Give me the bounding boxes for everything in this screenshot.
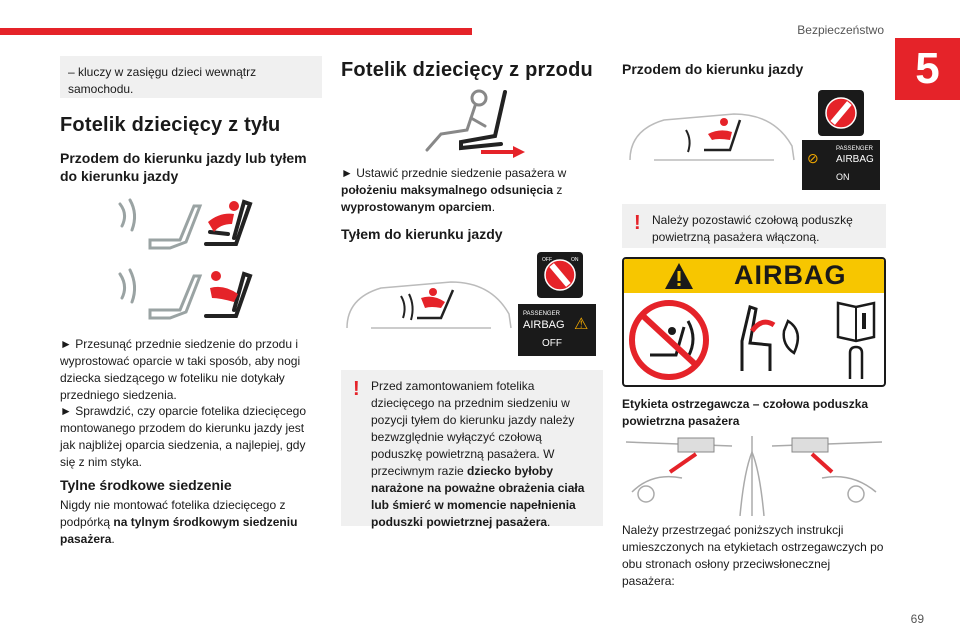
sun-visor-labels-illustration: [622, 432, 886, 516]
label-caption: Etykieta ostrzegawcza – czołowa poduszka powietrzna pasażera: [622, 397, 869, 428]
forward-facing-subheading: Przodem do kierunku jazdy: [622, 61, 804, 77]
airbag-off-indicator: PASSENGER AIRBAG OFF ⚠: [518, 304, 596, 356]
rear-para-1: ► Przesunąć przednie siedzenie do przodu i wyprostować oparcie w taki sposób, aby nogi dziecka siedzącego w foteliku nie dotykały przedniego siedzenia.: [60, 337, 301, 402]
car-forward-facing-illustration: [624, 100, 799, 180]
instructions-para: Należy przestrzegać poniższych instrukcji umieszczonych na etykietach ostrzegawczych po obu stronach osłony przeciwsłonecznej pasażera:: [622, 523, 884, 588]
airbag-deactivated-icon: ⚠: [574, 316, 589, 333]
rear-child-seat-illustration: [110, 192, 260, 332]
rear-seat-subheading: Przodem do kierunku jazdy lub tyłem do kierunku jazdy: [60, 150, 307, 184]
svg-text:OFF: OFF: [542, 257, 552, 263]
passenger-airbag-switch-on-icon: [818, 90, 864, 136]
rear-seat-heading: Fotelik dziecięcy z tyłu: [60, 114, 281, 136]
car-rear-facing-illustration: [341, 268, 516, 348]
warning-icon: !: [353, 378, 360, 400]
page-number: 69: [910, 612, 924, 626]
top-accent-bar: [0, 28, 472, 35]
airbag-warning-label: [622, 257, 886, 387]
read-manual-icon: [834, 297, 880, 383]
rear-center-subheading: Tylne środkowe siedzenie: [60, 477, 232, 493]
svg-text:ON: ON: [571, 257, 579, 263]
forward-facing-warning-box: ! Należy pozostawić czołową poduszkę powietrzną pasażera włączoną.: [622, 204, 886, 248]
airbag-child-crossed-icon: ⊘: [807, 150, 819, 166]
airbag-deploy-icon: [726, 301, 812, 381]
airbag-label-header: [624, 259, 884, 293]
passenger-airbag-switch-icon: [537, 252, 583, 298]
front-para-1: ► Ustawić przednie siedzenie pasażera w położeniu maksymalnego odsunięcia z wyprostowanym oparciem.: [341, 166, 567, 214]
airbag-label-title: AIRBAG: [734, 260, 847, 290]
airbag-on-indicator: ⊘ PASSENGER AIRBAG ON: [802, 140, 880, 190]
hazard-triangle-icon: [664, 262, 694, 290]
rear-center-para: Nigdy nie montować fotelika dziecięcego z podpórką na tylnym środkowym siedzeniu pasażera.: [60, 498, 298, 546]
no-rear-facing-seat-icon: [628, 299, 710, 381]
section-title: Bezpieczeństwo: [797, 23, 884, 37]
rear-para-2: ► Sprawdzić, czy oparcie fotelika dziecięcego montowanego przodem do kierunku jazdy jest jak najbliżej oparcia siedzenia, a najlepiej, gdy się z nim styka.: [60, 404, 306, 469]
warning-icon: !: [634, 212, 641, 234]
note-box: – kluczy w zasięgu dzieci wewnątrz samochodu.: [60, 56, 322, 98]
chapter-tab: 5: [895, 38, 960, 100]
rear-facing-warning-box: ! Przed zamontowaniem fotelika dziecięcego na przednim siedzeniu w pozycji tyłem do kierunku jazdy należy bezwzględnie wyłączyć czołową poduszkę powietrzną pasażera. W przeciwnym razie dziecko byłoby narażone na poważne obrażenia ciała lub śmierć w momencie napełnienia poduszki powietrznej pasażera.: [341, 370, 603, 526]
rear-facing-subheading: Tyłem do kierunku jazdy: [341, 226, 503, 242]
front-seat-heading: Fotelik dziecięcy z przodu: [341, 59, 593, 81]
seat-back-illustration: [421, 86, 531, 160]
